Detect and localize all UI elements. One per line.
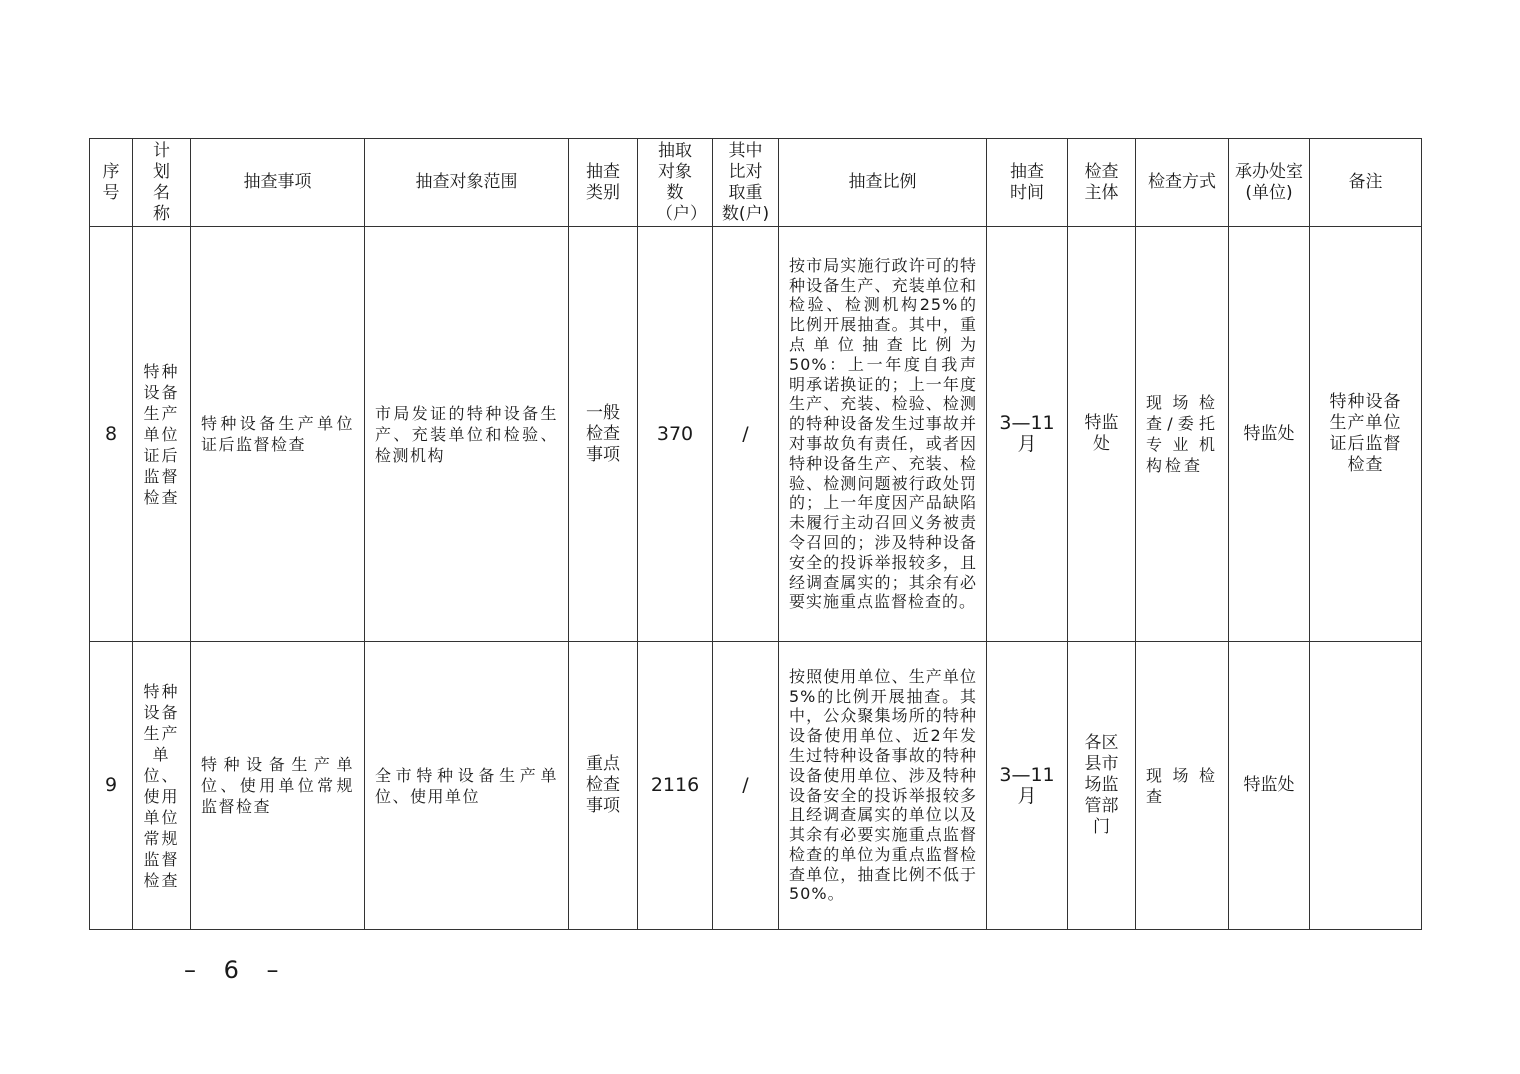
- cell-key-count: /: [713, 227, 779, 642]
- cell-remark: 特种设备生产单位证后监督检查: [1310, 227, 1422, 642]
- header-seq: 序号: [90, 139, 133, 227]
- inspection-plan-table: [89, 138, 1422, 930]
- cell-category: 重点检查事项: [569, 642, 638, 930]
- cell-item: 特种设备生产单位证后监督检查: [191, 227, 365, 642]
- header-category: 抽查类别: [569, 139, 638, 227]
- page-number: – 6 –: [184, 956, 289, 984]
- header-ratio: 抽查比例: [779, 139, 987, 227]
- header-plan: 计划名称: [133, 139, 191, 227]
- cell-time: 3—11月: [987, 227, 1068, 642]
- header-office: 承办处室(单位): [1229, 139, 1310, 227]
- cell-remark: [1310, 642, 1422, 930]
- header-count: 抽取对象数（户）: [638, 139, 713, 227]
- cell-method: 现场检查/委托专业机构检查: [1136, 227, 1229, 642]
- cell-subject: 特监处: [1068, 227, 1136, 642]
- table-row: [90, 227, 1422, 642]
- cell-office: 特监处: [1229, 642, 1310, 930]
- cell-method: 现场检查: [1136, 642, 1229, 930]
- table-row: [90, 642, 1422, 930]
- header-time: 抽查时间: [987, 139, 1068, 227]
- header-method: 检查方式: [1136, 139, 1229, 227]
- cell-category: 一般检查事项: [569, 227, 638, 642]
- cell-subject: 各区县市场监管部门: [1068, 642, 1136, 930]
- cell-item: 特种设备生产单位、使用单位常规监督检查: [191, 642, 365, 930]
- cell-scope: 全市特种设备生产单位、使用单位: [365, 642, 569, 930]
- cell-plan: 特种设备生产单位、使用单位常规监督检查: [133, 642, 191, 930]
- cell-key-count: /: [713, 642, 779, 930]
- cell-ratio: 按市局实施行政许可的特种设备生产、充装单位和检验、检测机构25%的比例开展抽查。其中，重点单位抽查比例为50%：上一年度自我声明承诺换证的；上一年度生产、充装、检验、检测的特种设备发生过事故并对事故负有责任，或者因特种设备生产、充装、检验、检测问题被行政处罚的；上一年度因产品缺陷未履行主动召回义务被责令召回的；涉及特种设备安全的投诉举报较多，且经调查属实的；其余有必要实施重点监督检查的。: [779, 227, 987, 642]
- header-row: [90, 139, 1422, 227]
- cell-office: 特监处: [1229, 227, 1310, 642]
- header-subject: 检查主体: [1068, 139, 1136, 227]
- cell-count: 370: [638, 227, 713, 642]
- cell-scope: 市局发证的特种设备生产、充装单位和检验、检测机构: [365, 227, 569, 642]
- cell-count: 2116: [638, 642, 713, 930]
- cell-plan: 特种设备生产单位证后监督检查: [133, 227, 191, 642]
- cell-seq: 9: [90, 642, 133, 930]
- header-scope: 抽查对象范围: [365, 139, 569, 227]
- header-key-count: 其中比对取重数(户): [713, 139, 779, 227]
- header-remark: 备注: [1310, 139, 1422, 227]
- header-item: 抽查事项: [191, 139, 365, 227]
- cell-seq: 8: [90, 227, 133, 642]
- cell-ratio: 按照使用单位、生产单位5%的比例开展抽查。其中，公众聚集场所的特种设备使用单位、近2年发生过特种设备事故的特种设备使用单位、涉及特种设备安全的投诉举报较多且经调查属实的单位以及其余有必要实施重点监督检查的单位为重点监督检查单位，抽查比例不低于50%。: [779, 642, 987, 930]
- cell-time: 3—11月: [987, 642, 1068, 930]
